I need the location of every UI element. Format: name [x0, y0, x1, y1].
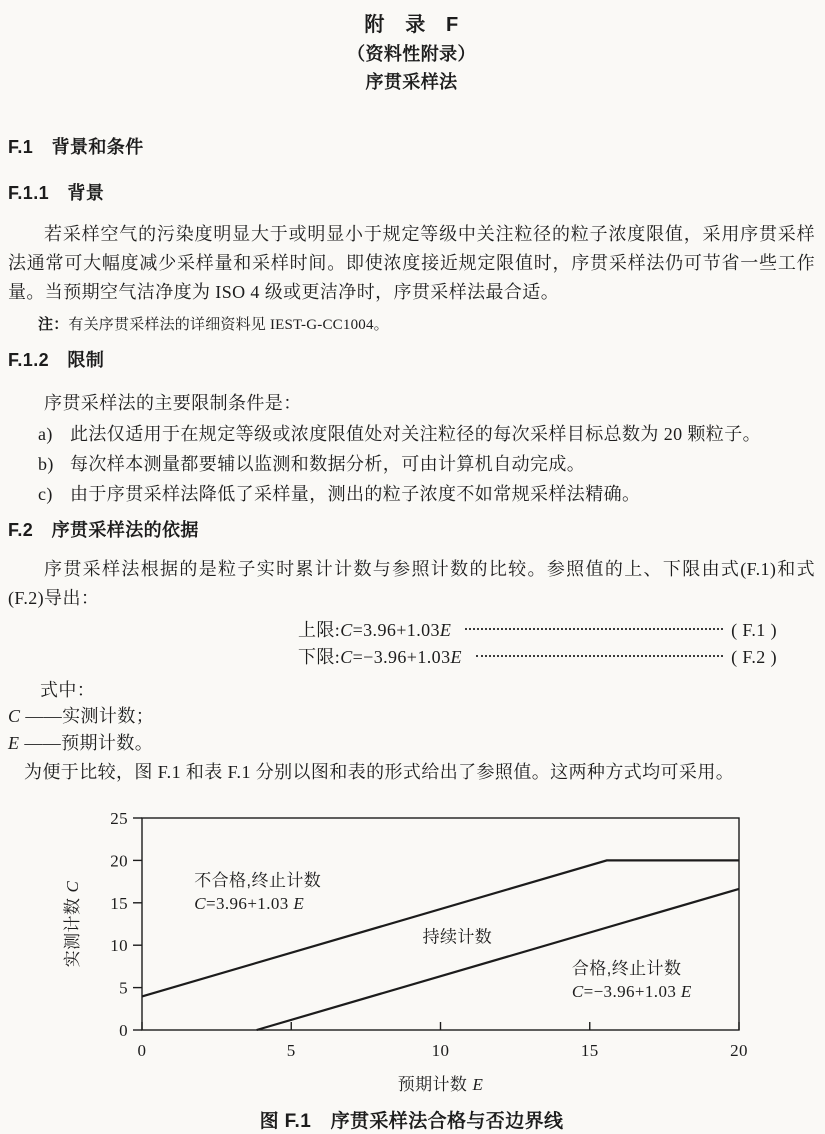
list-text: 每次样本测量都要辅以监测和数据分析，可由计算机自动完成。	[70, 454, 586, 474]
equation-block	[298, 617, 777, 671]
y-tick-label: 20	[110, 851, 128, 871]
equation-label: 下限:	[298, 647, 341, 667]
appendix-method-title: 序贯采样法	[365, 72, 458, 92]
equation-f2	[298, 644, 777, 671]
section-f2-heading: F.2 序贯采样法的依据	[8, 520, 199, 540]
note-text: 有关序贯采样法的详细资料见 IEST-G-CC1004。	[68, 317, 389, 333]
x-tick-label: 10	[431, 1041, 450, 1060]
definition-text: 实测计数；	[62, 706, 155, 726]
closing-paragraph: 为便于比较，图 F.1 和表 F.1 分别以图和表的形式给出了参照值。这两种方式均可采用。	[24, 762, 735, 782]
list-text: 由于序贯采样法降低了采样量，测出的粒子浓度不如常规采样法精确。	[70, 484, 641, 504]
section-f1-heading: F.1 背景和条件	[8, 137, 144, 157]
x-axis-label: 预期计数 E	[397, 1075, 484, 1094]
list-marker: a)	[38, 424, 53, 444]
dot-leader	[465, 628, 723, 630]
equation-var-e: E	[439, 620, 452, 640]
figure-f1-chart	[8, 802, 815, 1094]
equation-f1	[298, 617, 777, 644]
dot-leader	[476, 655, 723, 657]
list-marker: c)	[38, 484, 53, 504]
definition-c	[8, 703, 815, 730]
section-f12-intro: 序贯采样法的主要限制条件是：	[44, 393, 302, 413]
where-label: 式中：	[40, 680, 96, 700]
list-item	[38, 449, 815, 479]
symbol: C	[8, 706, 21, 726]
equation-number: ( F.2 )	[731, 647, 777, 667]
x-tick-label: 5	[286, 1041, 296, 1060]
equation-var-c: C	[340, 647, 353, 667]
equation-body: =−3.96+1.03	[352, 647, 451, 667]
x-tick-label: 15	[580, 1041, 599, 1060]
limitations-list	[8, 419, 815, 509]
equation-body: =3.96+1.03	[352, 620, 440, 640]
section-f11-paragraph: 若采样空气的污染度明显大于或明显小于规定等级中关注粒径的粒子浓度限值，采用序贯采样法通常可大幅度减少采样量和采样时间。即使浓度接近规定限值时，序贯采样法仍可节省一些工作量。当预期空气洁净度为 ISO 4 级或更洁净时，序贯采样法最合适。	[8, 224, 815, 302]
appendix-title-block	[8, 10, 815, 96]
list-marker: b)	[38, 454, 54, 474]
chart-annotation: 不合格,终止计数 C=3.96+1.03 E	[194, 870, 322, 913]
note-label: 注：	[38, 316, 69, 333]
definition-text: 预期计数。	[61, 733, 154, 753]
y-tick-label: 10	[110, 936, 128, 956]
dash: ——	[25, 706, 63, 726]
section-f11-note	[38, 313, 815, 337]
symbol-definitions	[8, 703, 815, 757]
symbol: E	[8, 733, 20, 753]
sequential-sampling-chart	[8, 802, 815, 1094]
appendix-title: 附 录 F	[364, 14, 459, 36]
y-tick-label: 0	[119, 1021, 128, 1040]
section-f2-paragraph: 序贯采样法根据的是粒子实时累计计数与参照计数的比较。参照值的上、下限由式(F.1)和式(F.2)导出：	[8, 559, 815, 608]
list-item	[38, 479, 815, 509]
chart-annotation: 持续计数	[422, 927, 493, 947]
y-tick-label: 15	[110, 893, 128, 913]
section-f12-heading: F.1.2 限制	[8, 350, 105, 370]
equation-var-e: E	[450, 647, 462, 667]
chart-annotation: 合格,终止计数 C=−3.96+1.03 E	[571, 959, 692, 1002]
equation-label: 上限:	[298, 620, 341, 640]
y-tick-label: 25	[110, 809, 128, 828]
appendix-subtitle: （资料性附录）	[347, 44, 476, 64]
section-f11-heading: F.1.1 背景	[8, 183, 105, 203]
definition-e	[8, 730, 815, 757]
list-item	[38, 419, 815, 449]
x-tick-label: 20	[730, 1041, 748, 1060]
equation-var-c: C	[340, 620, 353, 640]
dash: ——	[24, 733, 62, 753]
equation-number: ( F.1 )	[731, 620, 777, 640]
x-tick-label: 0	[137, 1041, 147, 1060]
y-tick-label: 5	[119, 978, 128, 998]
list-text: 此法仅适用于在规定等级或浓度限值处对关注粒径的每次采样目标总数为 20 颗粒子。	[70, 424, 761, 444]
figure-caption: 图 F.1 序贯采样法合格与否边界线	[259, 1111, 564, 1132]
y-axis-label: 实测计数 C	[63, 880, 82, 968]
